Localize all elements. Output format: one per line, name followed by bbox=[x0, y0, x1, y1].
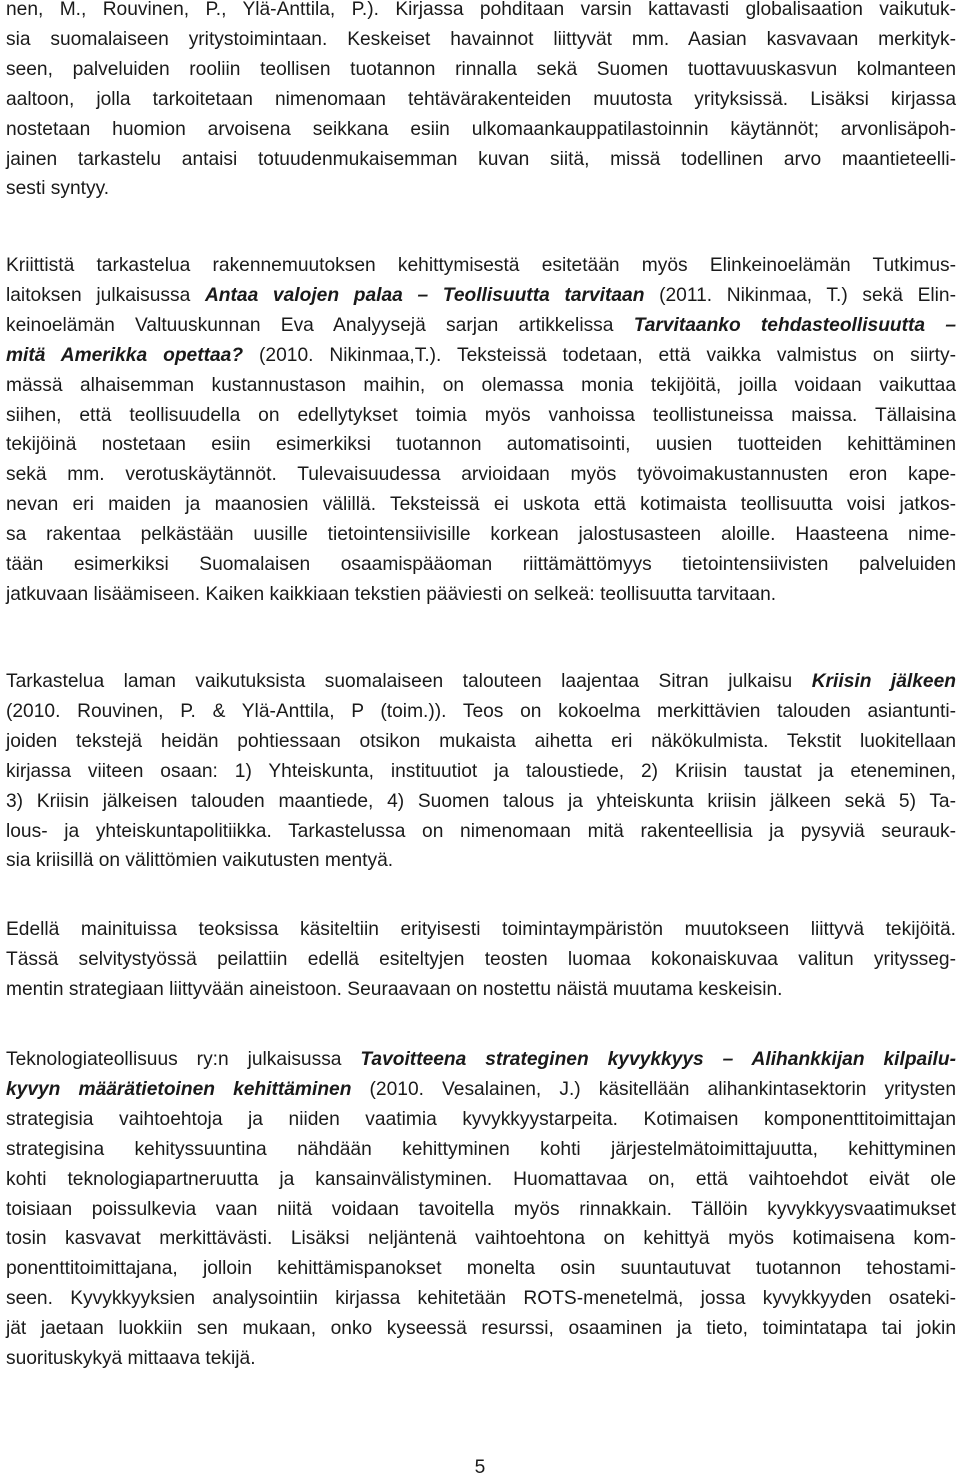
text-line: jainen tarkastelu antaisi totuudenmukaisemman kuvan siitä, missä todellinen arvo maantieteelli- bbox=[6, 148, 956, 170]
text-line: seen. Kyvykkyyksien analysointiin kirjassa kehitetään ROTS-menetelmä, jossa kyvykkyyden osateki- bbox=[6, 1288, 956, 1310]
text-line: strategisina kehityssuuntina nähdään kehittyminen kohti järjestelmätoimittajuutta, kehittyminen bbox=[6, 1138, 956, 1160]
title-emphasis: Tavoitteena strateginen kyvykkyys – Alihankkijan kilpailu- bbox=[360, 1049, 956, 1070]
text-line: sa rakentaa pelkästään uusille tietointensiivisille korkean jalostusasteen aloille. Haasteena nime- bbox=[6, 524, 956, 546]
text-line: tään esimerkiksi Suomalaisen osaamispääoman riittämättömyys tietointensiivisten palveluiden bbox=[6, 554, 956, 575]
text-line bbox=[6, 342, 956, 370]
text-line: nevan eri maiden ja maanosien välillä. Teksteissä ei uskota että kotimaista teollisuutta voisi jatkos- bbox=[6, 494, 956, 516]
text-line: sia kriisillä on välittömien vaikutusten mentyä. bbox=[6, 850, 394, 872]
text-line: tekijöinä nostetaan esiin esimerkiksi tuotannon automatisointi, uusien tuotteiden kehittäminen bbox=[6, 434, 956, 456]
text-segment: (2010. Nikinmaa,T.). Teksteissä todetaan, että vaikka valmistus on siirty- bbox=[243, 344, 956, 366]
text-segment: laitoksen julkaisussa bbox=[6, 284, 205, 306]
text-segment: Teknologiateollisuus ry:n julkaisussa bbox=[6, 1049, 361, 1070]
text-line: suorituskykyä mittaava tekijä. bbox=[6, 1348, 256, 1369]
text-line: (2010. Rouvinen, P. & Ylä-Anttila, P (toim.)). Teos on kokoelma merkittävien talouden asiantunti- bbox=[6, 700, 956, 722]
text-segment: (2010. Vesalainen, J.) käsitellään alihankintasektorin yritysten bbox=[351, 1078, 956, 1100]
text-line: kohti teknologiapartneruutta ja kansainvälistyminen. Huomattavaa on, että vaihtoehdot eivät ole bbox=[6, 1168, 956, 1190]
text-line: toisiaan poissulkevia vaan niitä voidaan tavoitella myös rinnakkain. Tällöin kyvykkyysvaatimukset bbox=[6, 1198, 956, 1220]
text-line: jatkuvaan lisäämiseen. Kaiken kaikkiaan tekstien pääviesti on selkeä: teollisuutta tarvitaan. bbox=[6, 583, 777, 605]
text-line: joiden tekstejä heidän pohtiessaan otsikon mukaista aihetta eri näkökulmista. Tekstit luokitellaan bbox=[6, 730, 956, 752]
title-emphasis: Kriisin jälkeen bbox=[811, 671, 956, 692]
text-segment: Tarkastelua laman vaikutuksista suomalaiseen talouteen laajentaa Sitran julkaisu bbox=[6, 671, 812, 692]
text-line: nostetaan huomion arvoisena seikkana esiin ulkomaankauppatilastoinnin käytännöt; arvonlisäpoh- bbox=[6, 118, 956, 140]
text-line: aaltoon, jolla tarkoitetaan nimenomaan tehtävärakenteiden muutosta yrityksissä. Lisäksi kirjassa bbox=[6, 88, 956, 110]
text-line: strategisia vaihtoehtoja ja niiden vaatimia kyvykkyystarpeita. Kotimaisen komponenttitoimittajan bbox=[6, 1108, 956, 1130]
text-line bbox=[6, 1046, 956, 1074]
text-line: mentin strategiaan liittyvään aineistoon. Seuraavaan on nostettu näistä muutama keskeisin. bbox=[6, 978, 783, 1000]
text-line bbox=[6, 312, 956, 340]
text-line: siihen, että teollisuudella on edellytykset toimia myös vanhoissa teollistuneissa maissa. Tällaisina bbox=[6, 404, 956, 426]
text-line: Kriittistä tarkastelua rakennemuutoksen kehittymisestä esitetään myös Elinkeinoelämän Tutkimus- bbox=[6, 255, 956, 276]
text-line: Tässä selvitystyössä peilattiin edellä esiteltyjen teosten luomaa kokonaiskuvaa valitun yritysseg- bbox=[6, 948, 956, 970]
text-line: mässä alhaisemman kustannustason maihin, on olemassa monia tekijöitä, joilla voidaan vaikuttaa bbox=[6, 374, 956, 396]
text-line: ponenttitoimittajana, jolloin kehittämispanokset monelta osin suuntautuvat tuotannon tehostami- bbox=[6, 1258, 956, 1280]
text-line: 3) Kriisin jälkeisen talouden maantiede, 4) Suomen talous ja yhteiskunta kriisin jälkeen sekä 5) Ta- bbox=[6, 790, 956, 812]
text-line bbox=[6, 282, 956, 310]
text-line: Edellä mainituissa teoksissa käsiteltiin erityisesti toimintaympäristön muutokseen liittyvä tekijöitä. bbox=[6, 919, 956, 940]
text-line: nen, M., Rouvinen, P., Ylä-Anttila, P.). Kirjassa pohditaan varsin kattavasti globalisaation vaikutuk- bbox=[6, 0, 956, 20]
text-line: seen, palveluiden rooliin teollisen tuotannon rinnalla sekä Suomen tuottavuuskasvun kolmanteen bbox=[6, 58, 956, 80]
text-line: sesti syntyy. bbox=[6, 178, 110, 200]
text-line bbox=[6, 1076, 956, 1104]
text-segment: (2011. Nikinmaa, T.) sekä Elin- bbox=[644, 284, 956, 306]
text-line: sekä mm. verotuskäytännöt. Tulevaisuudessa arvioidaan myös työvoimakustannusten eron kape- bbox=[6, 464, 956, 486]
text-line: sia suomalaiseen yritystoimintaan. Keskeiset havainnot liittyvät mm. Aasian kasvavaan merkityk- bbox=[6, 28, 956, 50]
title-emphasis: Antaa valojen palaa – Teollisuutta tarvitaan bbox=[204, 284, 645, 306]
text-line: tosin kasvavat merkittävästi. Lisäksi neljäntenä vaihtoehtona on kehittyä myös kotimaisena kom- bbox=[6, 1228, 956, 1250]
title-emphasis: mitä Amerikka opettaa? bbox=[6, 344, 244, 366]
title-emphasis: kyvyn määrätietoinen kehittäminen bbox=[6, 1078, 352, 1100]
page-number: 5 bbox=[474, 1457, 486, 1478]
text-line: lous- ja yhteiskuntapolitiikka. Tarkastelussa on nimenomaan mitä rakenteellisia ja pysyviä seurauk- bbox=[6, 820, 956, 842]
text-line: kirjassa viiteen osaan: 1) Yhteiskunta, instituutiot ja taloustiede, 2) Kriisin taustat ja eteneminen, bbox=[6, 760, 956, 782]
text-segment: keinoelämän Valtuuskunnan Eva Analyysejä sarjan artikkelissa bbox=[6, 314, 634, 336]
title-emphasis: Tarvitaanko tehdasteollisuutta – bbox=[633, 314, 956, 336]
text-line bbox=[6, 668, 956, 696]
text-line: jät jaetaan luokkiin sen mukaan, onko kyseessä resurssi, osaaminen ja tieto, toimintatapa tai jokin bbox=[6, 1318, 956, 1340]
